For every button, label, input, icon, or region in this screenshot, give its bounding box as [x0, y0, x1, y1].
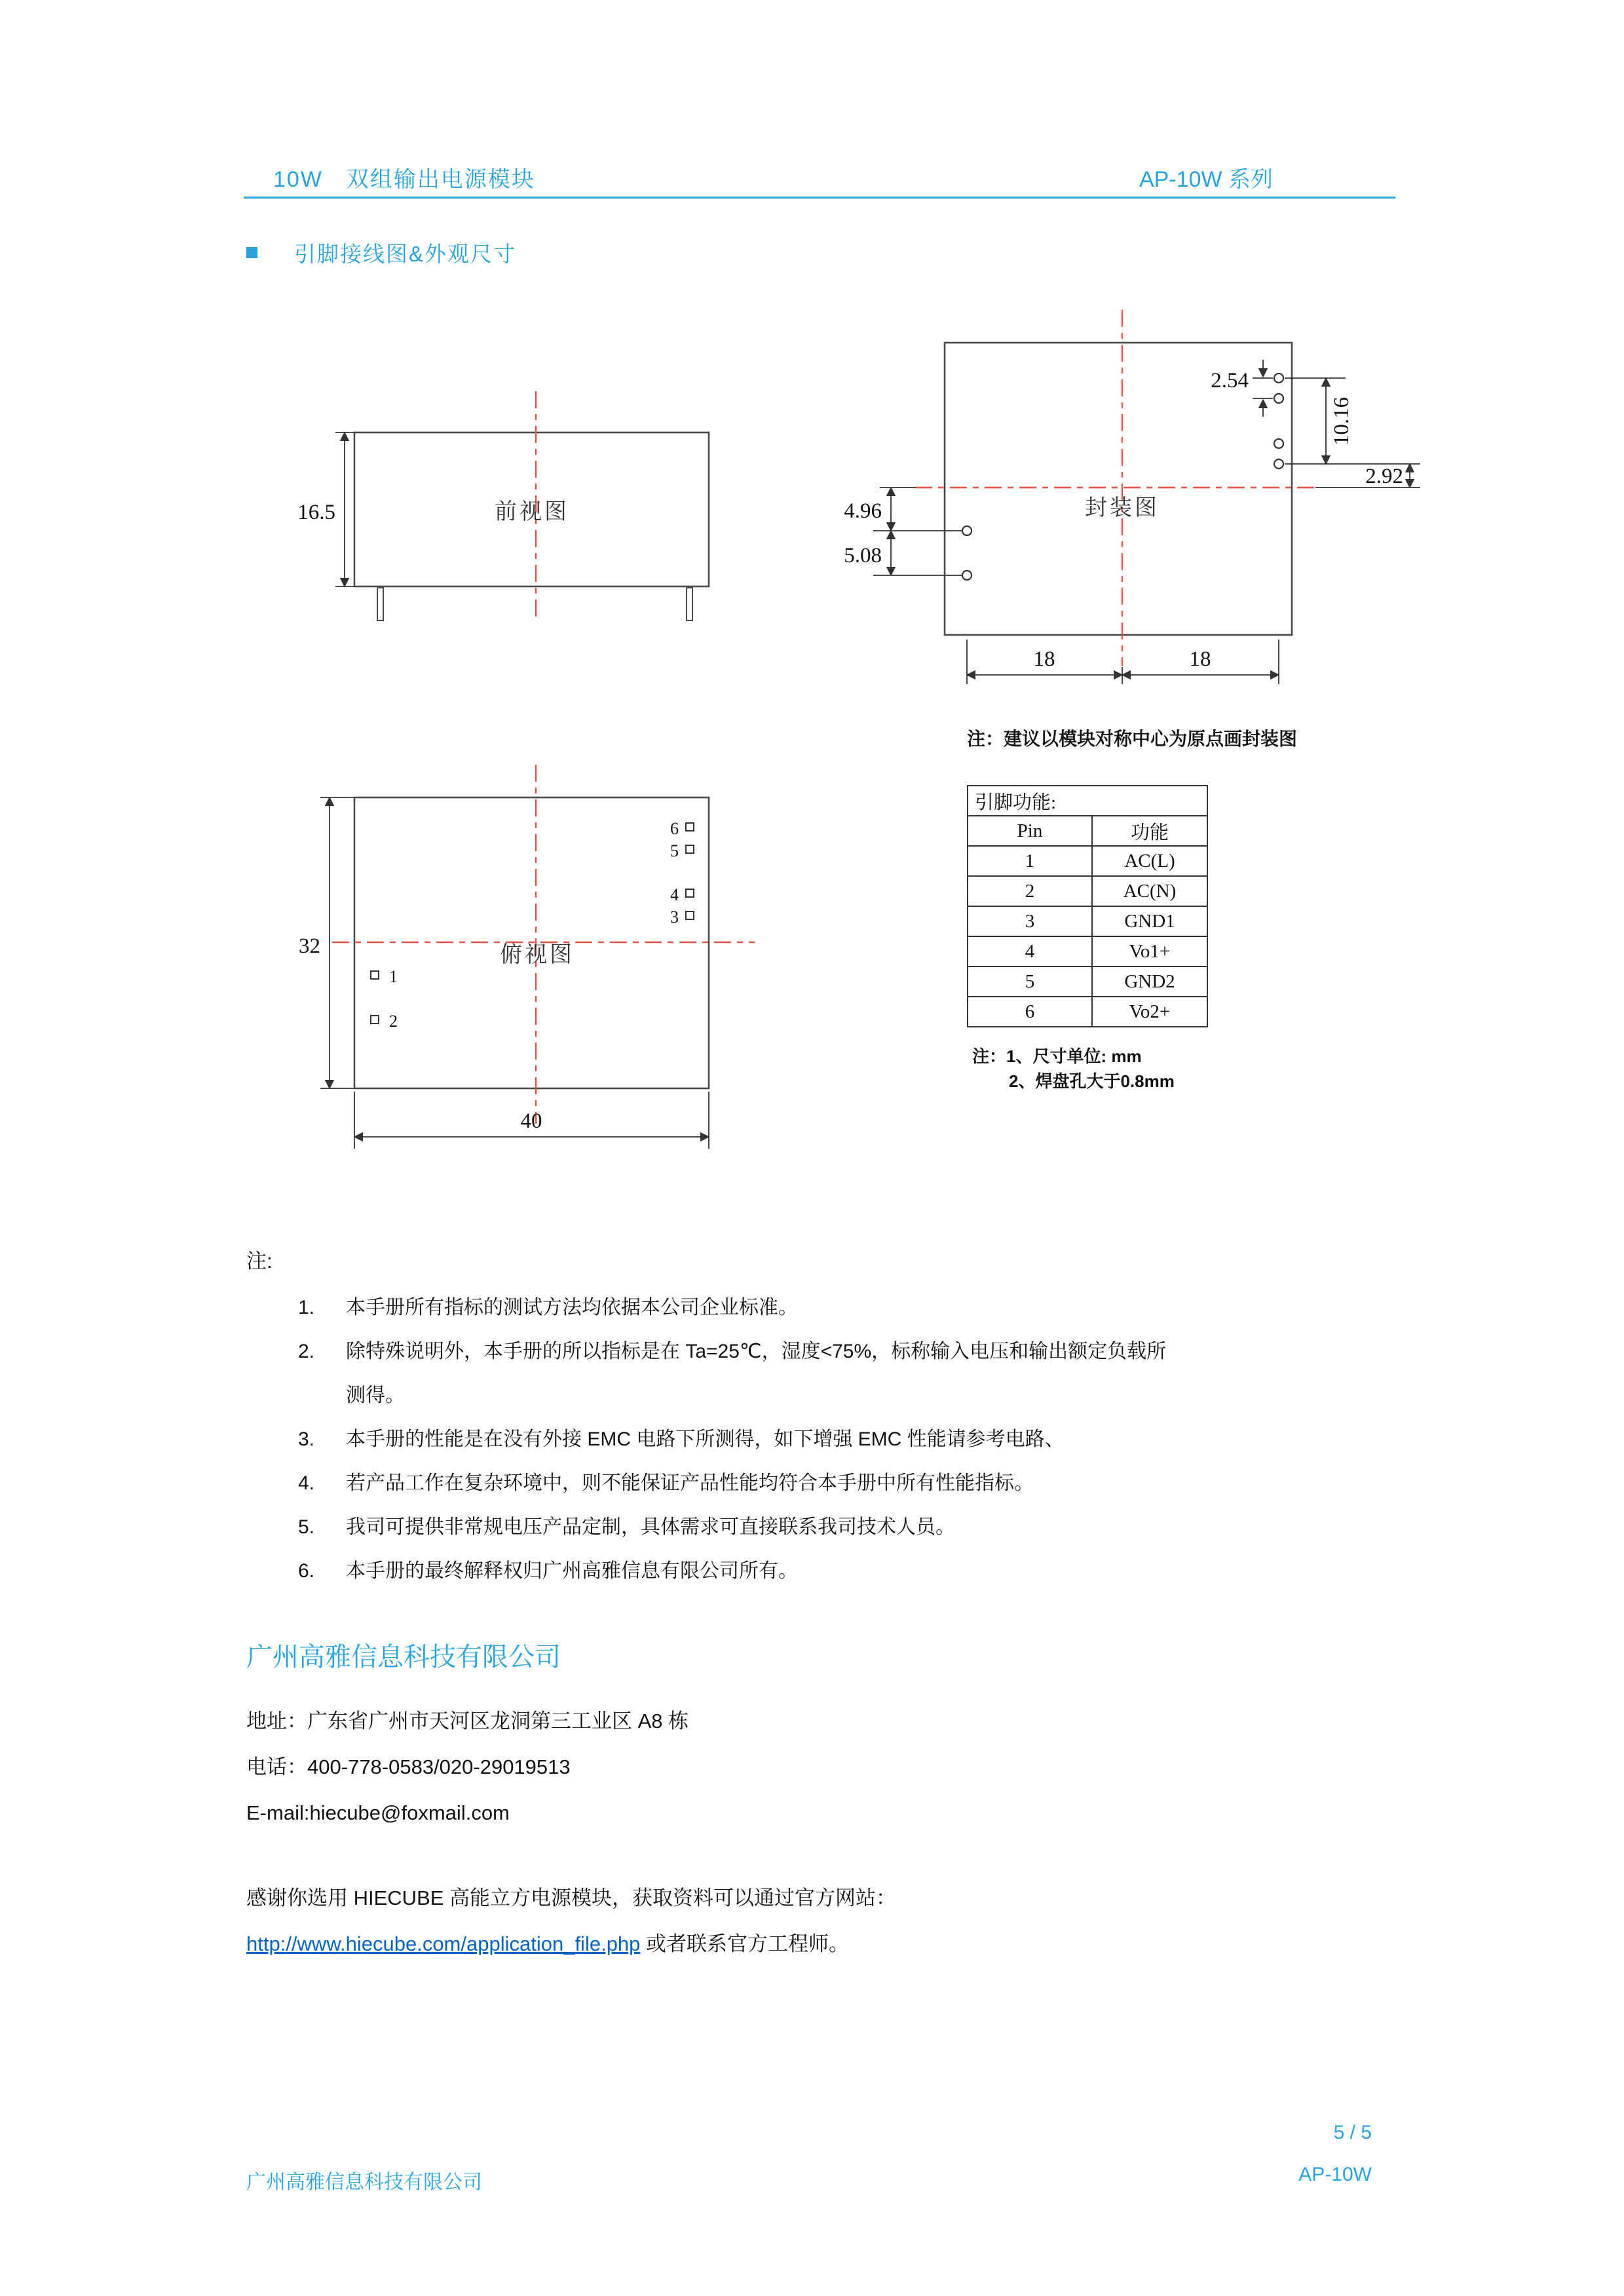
link-suffix-text: 或者联系官方工程师。: [640, 1932, 850, 1955]
list-item-number: 2.: [298, 1341, 315, 1362]
dim-5-08-label: 5.08: [844, 544, 882, 567]
func-cell: GND1: [1092, 906, 1207, 936]
company-phone: 电话：400-778-0583/020-29019513: [246, 1755, 571, 1778]
pin-table-header-pin: Pin: [968, 816, 1092, 846]
header-title: 10W 双组输出电源模块: [273, 167, 535, 192]
dimension-16-5: [297, 432, 354, 586]
table-row: [968, 966, 1207, 997]
pin-cell: 2: [968, 876, 1092, 906]
top-view-pins-right: [670, 819, 694, 927]
func-cell: AC(L): [1092, 846, 1207, 876]
front-view-pin-left: [377, 588, 383, 621]
notes-section: [246, 1246, 1401, 1593]
package-view-drawing: [844, 310, 1420, 684]
pin-6-label: 6: [670, 819, 679, 838]
list-item-text-line1: 除特殊说明外，本手册的所以指标是在 Ta=25℃，湿度<75%，标称输入电压和输出额定负载所: [346, 1341, 1167, 1362]
pad-hole: [1274, 459, 1283, 469]
list-item: [298, 1286, 1401, 1330]
list-item-number: 6.: [298, 1560, 315, 1582]
pin-cell: 1: [968, 846, 1092, 876]
list-item: [298, 1505, 1401, 1549]
pin-3-label: 3: [670, 908, 679, 927]
list-item: [298, 1461, 1401, 1505]
func-cell: Vo2+: [1092, 997, 1207, 1027]
package-note: 注：建议以模块对称中心为原点画封装图: [967, 729, 1298, 749]
func-cell: AC(N): [1092, 876, 1207, 906]
top-view-label: 俯视图: [500, 942, 575, 967]
dim-2-92-label: 2.92: [1365, 465, 1403, 488]
company-email: E-mail:hiecube@foxmail.com: [246, 1801, 510, 1824]
pin-table-header-func: 功能: [1092, 816, 1207, 846]
website-link[interactable]: http://www.hiecube.com/application_file.php: [246, 1932, 641, 1955]
pad-hole: [1274, 394, 1283, 403]
dimension-2-54: [1211, 360, 1273, 417]
dim-10-16-label: 10.16: [1330, 396, 1353, 446]
list-item-text: 我司可提供非常规电压产品定制，具体需求可直接联系我司技术人员。: [346, 1516, 955, 1538]
top-view-pins-left: [371, 967, 398, 1031]
list-item-text: 本手册所有指标的测试方法均依据本公司企业标准。: [346, 1297, 798, 1318]
header-series: AP-10W 系列: [1139, 167, 1273, 192]
front-view-label: 前视图: [495, 499, 569, 524]
pad-hole: [962, 526, 972, 535]
pin-cell: 3: [968, 906, 1092, 936]
pin-5-label: 5: [670, 841, 679, 860]
section-bullet-icon: [246, 247, 257, 258]
pin-table-caption: 引脚功能:: [968, 786, 1207, 816]
list-item: [298, 1330, 1401, 1417]
pad-hole: [1274, 373, 1283, 383]
company-thanks: 感谢你选用 HIECUBE 高能立方电源模块，获取资料可以通过官方网站：: [246, 1886, 897, 1909]
front-view-pin-right: [687, 588, 692, 621]
pin-4-label: 4: [670, 885, 679, 904]
pad-hole: [962, 571, 972, 580]
company-name: 广州高雅信息科技有限公司: [246, 1643, 561, 1672]
notes-label: 注:: [246, 1250, 273, 1272]
page-number: 5 / 5: [1333, 2122, 1372, 2143]
list-item-number: 1.: [298, 1297, 315, 1318]
list-item: [298, 1417, 1401, 1461]
func-cell: GND2: [1092, 966, 1207, 997]
dim-16-5-label: 16.5: [297, 501, 335, 524]
list-item-text: 若产品工作在复杂环境中，则不能保证产品性能均符合本手册中所有性能指标。: [346, 1472, 1034, 1494]
package-view-label: 封装图: [1085, 495, 1160, 520]
dim-4-96-label: 4.96: [844, 499, 882, 523]
table-row: [968, 846, 1207, 876]
pin-1-label: 1: [389, 967, 398, 986]
pin-function-table: [967, 785, 1208, 1027]
dim-18-left-label: 18: [1033, 647, 1055, 671]
list-item-number: 4.: [298, 1472, 315, 1494]
dimension-10-16: [1285, 378, 1420, 464]
table-row: [968, 876, 1207, 906]
company-link-line: [246, 1930, 1401, 1959]
list-item: [298, 1549, 1401, 1593]
front-view-drawing: [297, 391, 709, 622]
table-row: [968, 997, 1207, 1027]
section-title: [246, 237, 516, 268]
dimension-2-92: [1315, 464, 1420, 488]
dim-2-54-label: 2.54: [1211, 369, 1249, 392]
footer-company: 广州高雅信息科技有限公司: [246, 2172, 482, 2193]
table-row: [968, 936, 1207, 966]
dimension-40: [354, 1092, 709, 1149]
company-section: [246, 1639, 1401, 1959]
dim-32-label: 32: [299, 934, 320, 958]
list-item-text: 本手册的性能是在没有外接 EMC 电路下所测得，如下增强 EMC 性能请参考电路、: [346, 1428, 1065, 1450]
footer-series: AP-10W: [1298, 2164, 1372, 2185]
company-address: 地址：广东省广州市天河区龙洞第三工业区 A8 栋: [246, 1710, 689, 1732]
list-item-text-line2: 测得。: [346, 1385, 405, 1406]
top-view-drawing: [299, 765, 755, 1149]
list-item-number: 3.: [298, 1428, 315, 1450]
pin-2-label: 2: [389, 1012, 398, 1031]
pin-cell: 5: [968, 966, 1092, 997]
table-note-1: 注：1、尺寸单位: mm: [972, 1046, 1142, 1066]
pad-hole: [1274, 439, 1283, 448]
dim-40-label: 40: [520, 1109, 542, 1133]
list-item-text: 本手册的最终解释权归广州高雅信息有限公司所有。: [346, 1560, 798, 1582]
dim-18-right-label: 18: [1189, 647, 1211, 671]
func-cell: Vo1+: [1092, 936, 1207, 966]
table-note-2: 2、焊盘孔大于0.8mm: [1009, 1071, 1175, 1091]
list-item-number: 5.: [298, 1516, 315, 1538]
section-title-text: 引脚接线图&外观尺寸: [294, 242, 517, 266]
header-rule: [244, 197, 1395, 199]
pin-cell: 6: [968, 997, 1092, 1027]
list-item-text: [346, 1330, 1401, 1417]
table-row: [968, 906, 1207, 936]
pin-cell: 4: [968, 936, 1092, 966]
